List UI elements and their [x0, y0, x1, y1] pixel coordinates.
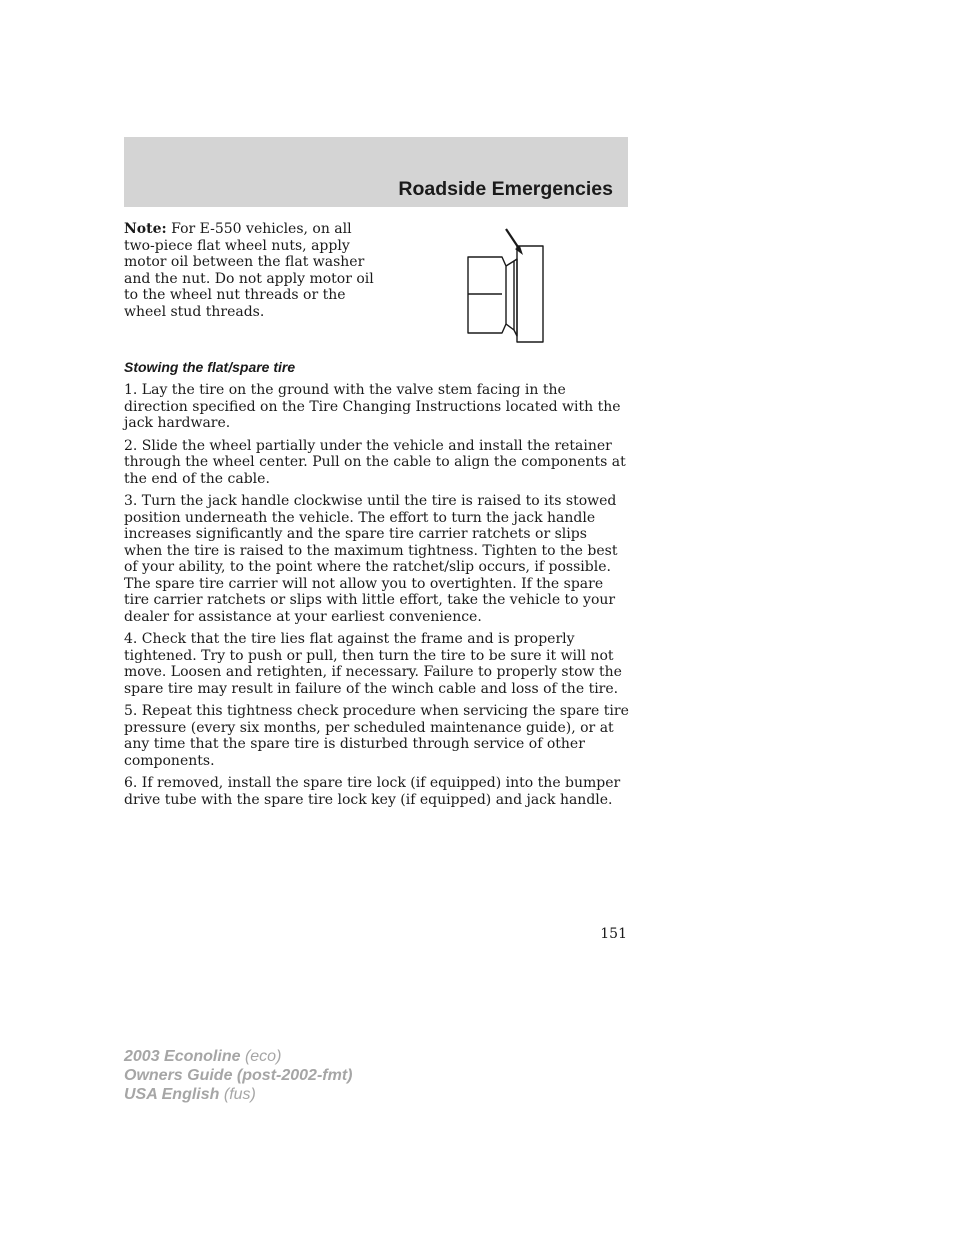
step-item: 2. Slide the wheel partially under the vehicle and install the retainer through the wheel center. Pull on the cable to align the components at the end of the cable. [124, 437, 626, 487]
steps-list [124, 382, 629, 814]
arrow-icon [506, 229, 523, 255]
page-number: 151 [600, 926, 627, 942]
page-title: Roadside Emergencies [398, 178, 613, 200]
note-paragraph [124, 221, 379, 321]
footer-line-1: 2003 Econoline (eco) [124, 1048, 282, 1065]
step-item: 1. Lay the tire on the ground with the valve stem facing in the direction specified on the Tire Changing Instructions located with the jack hardware. [124, 382, 621, 431]
step-item: 3. Turn the jack handle clockwise until the tire is raised to its stowed position underneath the vehicle. The effort to turn the jack handle increases significantly and the spare tire carrier ratchets or slips when the tire is raised to the maximum tightness. Tighten to the best of your ability, to the point where the ratchet/slip occurs, if possible. The spare tire carrier will not allow you to overtighten. If the spare tire carrier ratchets or slips with little effort, take the vehicle to your dealer for assistance at your earliest convenience. [124, 493, 618, 625]
step-item: 5. Repeat this tightness check procedure when servicing the spare tire pressure (every six months, per scheduled maintenance guide), or at any time that the spare tire is disturbed through service of other components. [124, 703, 629, 769]
note-text: For E-550 vehicles, on all two-piece flat wheel nuts, apply motor oil between the flat washer and the nut. Do not apply motor oil to the wheel nut threads or the wheel stud threads. [124, 221, 374, 320]
washer-plate [517, 246, 543, 342]
wheel-nut-diagram-svg [462, 222, 552, 346]
footer-line-3: USA English (fus) [124, 1086, 256, 1103]
section-heading: Stowing the flat/spare tire [124, 359, 296, 375]
wheel-nut-diagram-icon [462, 222, 552, 346]
step-item: 6. If removed, install the spare tire lock (if equipped) into the bumper drive tube with the spare tire lock key (if equipped) and jack handle. [124, 775, 621, 808]
washer-left [506, 261, 514, 330]
header-band [124, 137, 628, 207]
document-footer [124, 1047, 352, 1104]
footer-line-2: Owners Guide (post-2002-fmt) [124, 1067, 353, 1084]
nut-body [468, 257, 506, 333]
note-label: Note: [124, 221, 167, 237]
step-item: 4. Check that the tire lies flat against the frame and is properly tightened. Try to push or pull, then turn the tire to be sure it will not move. Loosen and retighten, if necessary. Failure to properly stow the spare tire may result in failure of the winch cable and loss of the tire. [124, 631, 622, 697]
